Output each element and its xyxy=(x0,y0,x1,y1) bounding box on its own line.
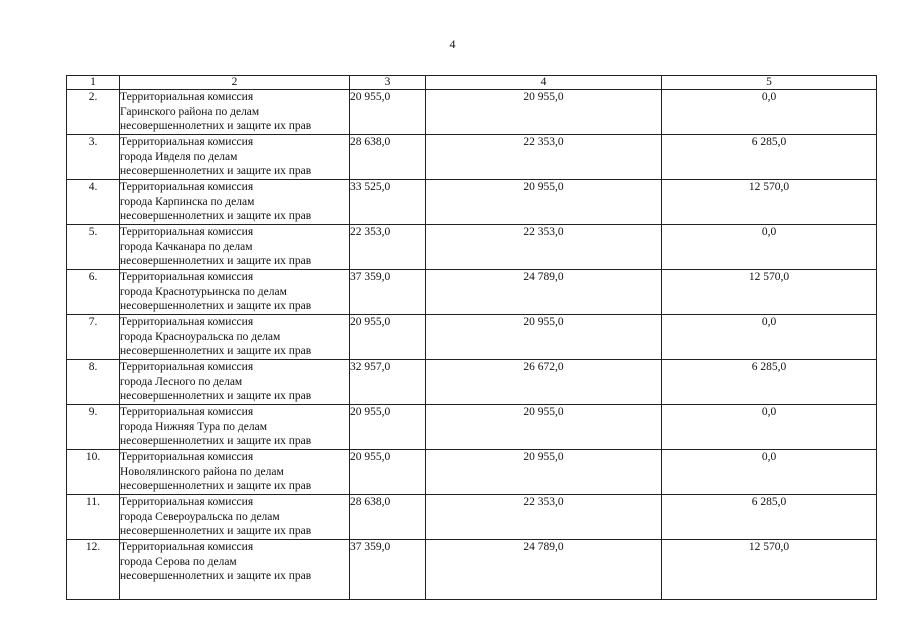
commission-name-line: Территориальная комиссия xyxy=(120,136,254,148)
value-col-3: 37 359,0 xyxy=(350,540,426,600)
value-col-4: 24 789,0 xyxy=(426,270,662,315)
table-row xyxy=(67,405,877,450)
value-col-3: 20 955,0 xyxy=(350,90,426,135)
table-row xyxy=(67,540,877,600)
value-col-5: 12 570,0 xyxy=(662,180,877,225)
commission-name-line: города Серова по делам xyxy=(120,555,237,568)
commission-name-line: Территориальная комиссия xyxy=(120,181,254,193)
commission-name-line: несовершеннолетних и защите их прав xyxy=(120,525,312,537)
table-row xyxy=(67,225,877,270)
commission-name-line: Территориальная комиссия xyxy=(120,226,254,238)
commission-name-line: несовершеннолетних и защите их прав xyxy=(120,120,312,132)
value-col-4: 20 955,0 xyxy=(426,90,662,135)
value-col-3: 33 525,0 xyxy=(350,180,426,225)
value-col-4: 22 353,0 xyxy=(426,225,662,270)
header-row xyxy=(67,76,877,90)
value-col-5: 12 570,0 xyxy=(662,270,877,315)
table-row xyxy=(67,450,877,495)
value-col-3: 32 957,0 xyxy=(350,360,426,405)
commission-name xyxy=(120,315,350,360)
commission-name-line: Территориальная комиссия xyxy=(120,496,254,508)
value-col-5: 0,0 xyxy=(662,225,877,270)
commission-name-line: города Краснотурьинска по делам xyxy=(120,285,287,298)
table-row xyxy=(67,495,877,540)
value-col-5: 12 570,0 xyxy=(662,540,877,600)
commission-name-line: Новолялинского района по делам xyxy=(120,465,284,478)
commission-name xyxy=(120,225,350,270)
row-number: 2. xyxy=(67,90,120,135)
commission-name-line: Территориальная комиссия xyxy=(120,316,254,328)
commission-name-line: города Красноуральска по делам xyxy=(120,330,281,343)
commission-name-line: города Североуральска по делам xyxy=(120,510,280,523)
table-body xyxy=(67,90,877,600)
row-number: 5. xyxy=(67,225,120,270)
table-row xyxy=(67,135,877,180)
header-col-2: 2 xyxy=(120,76,350,90)
value-col-5: 0,0 xyxy=(662,450,877,495)
table-header xyxy=(67,76,877,90)
row-number: 8. xyxy=(67,360,120,405)
value-col-3: 37 359,0 xyxy=(350,270,426,315)
commission-name xyxy=(120,495,350,540)
page-number: 4 xyxy=(449,37,456,51)
commission-name-line: несовершеннолетних и защите их прав xyxy=(120,435,312,447)
commission-name xyxy=(120,135,350,180)
value-col-4: 20 955,0 xyxy=(426,405,662,450)
table-row xyxy=(67,180,877,225)
row-number: 4. xyxy=(67,180,120,225)
commission-name xyxy=(120,405,350,450)
commission-name-line: Территориальная комиссия xyxy=(120,451,254,463)
row-number: 9. xyxy=(67,405,120,450)
row-number: 12. xyxy=(67,540,120,600)
commission-name-line: города Ивделя по делам xyxy=(120,150,238,163)
row-number: 3. xyxy=(67,135,120,180)
row-number: 10. xyxy=(67,450,120,495)
commission-name-line: Территориальная комиссия xyxy=(120,271,254,283)
commission-name-line: Гаринского района по делам xyxy=(120,105,260,118)
value-col-4: 20 955,0 xyxy=(426,180,662,225)
value-col-4: 20 955,0 xyxy=(426,450,662,495)
commission-name-line: Территориальная комиссия xyxy=(120,541,254,553)
value-col-4: 20 955,0 xyxy=(426,315,662,360)
value-col-3: 20 955,0 xyxy=(350,315,426,360)
data-table xyxy=(66,75,877,600)
commission-name xyxy=(120,90,350,135)
value-col-5: 6 285,0 xyxy=(662,495,877,540)
commission-name-line: несовершеннолетних и защите их прав xyxy=(120,255,312,267)
value-col-5: 0,0 xyxy=(662,405,877,450)
commission-name-line: несовершеннолетних и защите их прав xyxy=(120,210,312,222)
value-col-4: 26 672,0 xyxy=(426,360,662,405)
value-col-3: 20 955,0 xyxy=(350,405,426,450)
commission-name-line: несовершеннолетних и защите их прав xyxy=(120,165,312,177)
value-col-4: 22 353,0 xyxy=(426,135,662,180)
commission-name-line: города Лесного по делам xyxy=(120,375,243,388)
value-col-5: 0,0 xyxy=(662,90,877,135)
value-col-3: 22 353,0 xyxy=(350,225,426,270)
table-row xyxy=(67,315,877,360)
commission-name xyxy=(120,540,350,600)
table-row xyxy=(67,360,877,405)
value-col-4: 24 789,0 xyxy=(426,540,662,600)
row-number: 6. xyxy=(67,270,120,315)
value-col-5: 6 285,0 xyxy=(662,135,877,180)
commission-name-line: несовершеннолетних и защите их прав xyxy=(120,570,312,582)
row-number: 11. xyxy=(67,495,120,540)
value-col-3: 28 638,0 xyxy=(350,495,426,540)
commission-name xyxy=(120,450,350,495)
commission-name-line: Территориальная комиссия xyxy=(120,361,254,373)
header-col-1: 1 xyxy=(67,76,120,90)
value-col-4: 22 353,0 xyxy=(426,495,662,540)
commission-name-line: города Нижняя Тура по делам xyxy=(120,420,267,433)
value-col-5: 6 285,0 xyxy=(662,360,877,405)
table-row xyxy=(67,270,877,315)
row-number: 7. xyxy=(67,315,120,360)
commission-name-line: несовершеннолетних и защите их прав xyxy=(120,300,312,312)
commission-name-line: несовершеннолетних и защите их прав xyxy=(120,480,312,492)
header-col-4: 4 xyxy=(426,76,662,90)
table-row xyxy=(67,90,877,135)
value-col-3: 20 955,0 xyxy=(350,450,426,495)
commission-name-line: несовершеннолетних и защите их прав xyxy=(120,345,312,357)
commission-name xyxy=(120,180,350,225)
commission-name-line: города Карпинска по делам xyxy=(120,195,255,208)
commission-name-line: несовершеннолетних и защите их прав xyxy=(120,390,312,402)
commission-name-line: Территориальная комиссия xyxy=(120,406,254,418)
header-col-3: 3 xyxy=(350,76,426,90)
header-col-5: 5 xyxy=(662,76,877,90)
value-col-3: 28 638,0 xyxy=(350,135,426,180)
commission-name-line: Территориальная комиссия xyxy=(120,91,254,103)
commission-name-line: города Качканара по делам xyxy=(120,240,253,253)
commission-name xyxy=(120,270,350,315)
value-col-5: 0,0 xyxy=(662,315,877,360)
commission-name xyxy=(120,360,350,405)
